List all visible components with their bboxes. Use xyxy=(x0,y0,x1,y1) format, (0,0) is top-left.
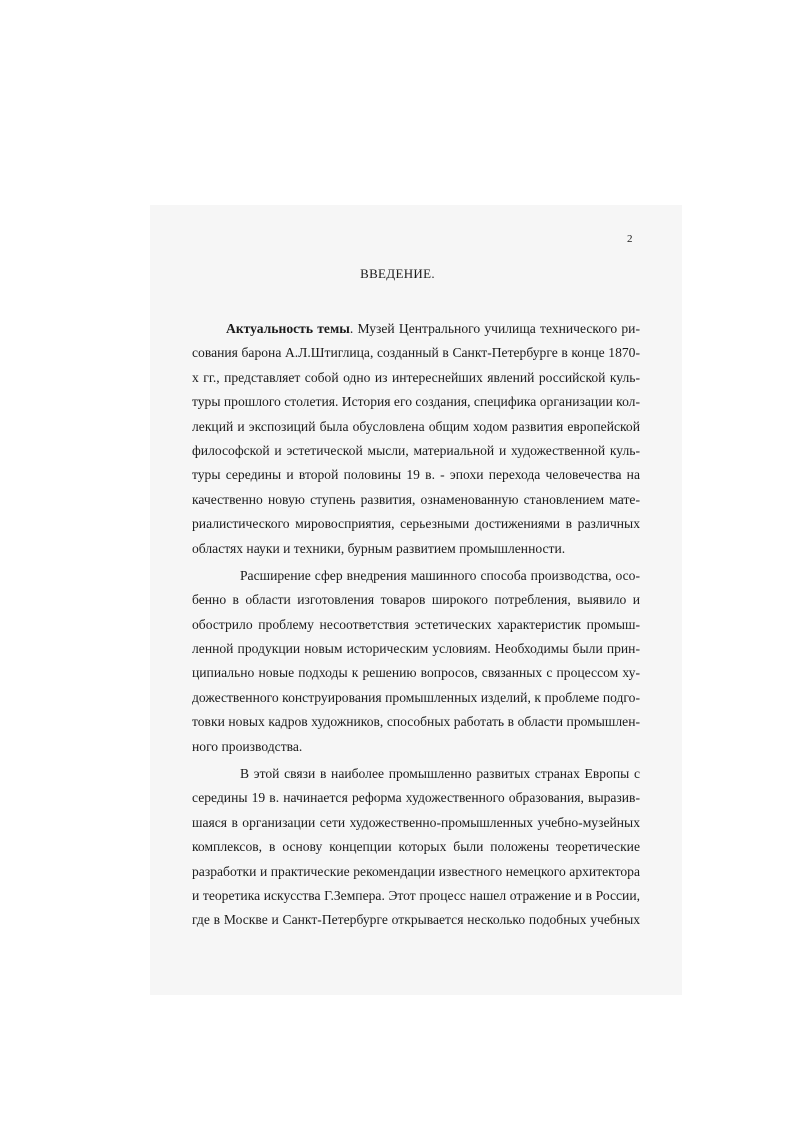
text-line: ципиально новые подходы к решению вопросов, связанных с процессом ху- xyxy=(192,665,640,681)
text-line: х гг., представляет собой одно из интереснейших явлений российской куль- xyxy=(192,369,640,385)
bold-lead: Актуальность темы xyxy=(226,321,350,336)
section-heading: ВВЕДЕНИЕ. xyxy=(360,266,435,281)
text-line: ленной продукции новым историческим условиям. Необходимы были прин- xyxy=(192,641,640,657)
text-line: бенно в области изготовления товаров широкого потребления, выявило и xyxy=(192,592,640,608)
text-line: философской и эстетической мысли, материальной и художественной куль- xyxy=(192,442,640,458)
text-line: ного производства. xyxy=(192,738,303,754)
text-line: середины 19 в. начинается реформа художественного образования, выразив- xyxy=(192,790,640,806)
text-line: В этой связи в наиболее промышленно развитых странах Европы с xyxy=(240,766,640,782)
text-line: лекций и экспозиций была обусловлена общим ходом развития европейской xyxy=(192,418,640,434)
text-line: сования барона А.Л.Штиглица, созданный в Санкт-Петербурге в конце 1870- xyxy=(192,345,640,361)
text-line: обострило проблему несоответствия эстетических характеристик промыш- xyxy=(192,616,640,632)
text-line: туры середины и второй половины 19 в. - эпохи перехода человечества на xyxy=(192,467,640,483)
body-text xyxy=(192,317,640,933)
text-line: разработки и практические рекомендации известного немецкого архитектора xyxy=(192,863,640,879)
text-line: дожественного конструирования промышленных изделий, к проблеме подго- xyxy=(192,689,640,705)
text-line: Актуальность темы. Музей Центрального училища технического ри- xyxy=(226,321,640,336)
text-line: где в Москве и Санкт-Петербурге открывается несколько подобных учебных xyxy=(192,912,640,928)
text-line: шаяся в организации сети художественно-промышленных учебно-музейных xyxy=(192,814,640,830)
text-line: товки новых кадров художников, способных работать в области промышлен- xyxy=(192,714,640,730)
text-line: туры прошлого столетия. История его создания, специфика организации кол- xyxy=(192,394,640,410)
text-line: комплексов, в основу концепции которых были положены теоретические xyxy=(192,839,640,855)
page-number: 2 xyxy=(627,233,633,245)
text-line: и теоретика искусства Г.Земпера. Этот процесс нашел отражение и в России, xyxy=(192,887,640,903)
text-line: риалистического мировосприятия, серьезными достижениями в различных xyxy=(192,516,640,532)
text-line: областях науки и техники, бурным развитием промышленности. xyxy=(192,540,566,556)
text-line: Расширение сфер внедрения машинного способа производства, осо- xyxy=(240,567,640,583)
text-line: качественно новую ступень развития, ознаменованную становлением мате- xyxy=(192,491,640,507)
